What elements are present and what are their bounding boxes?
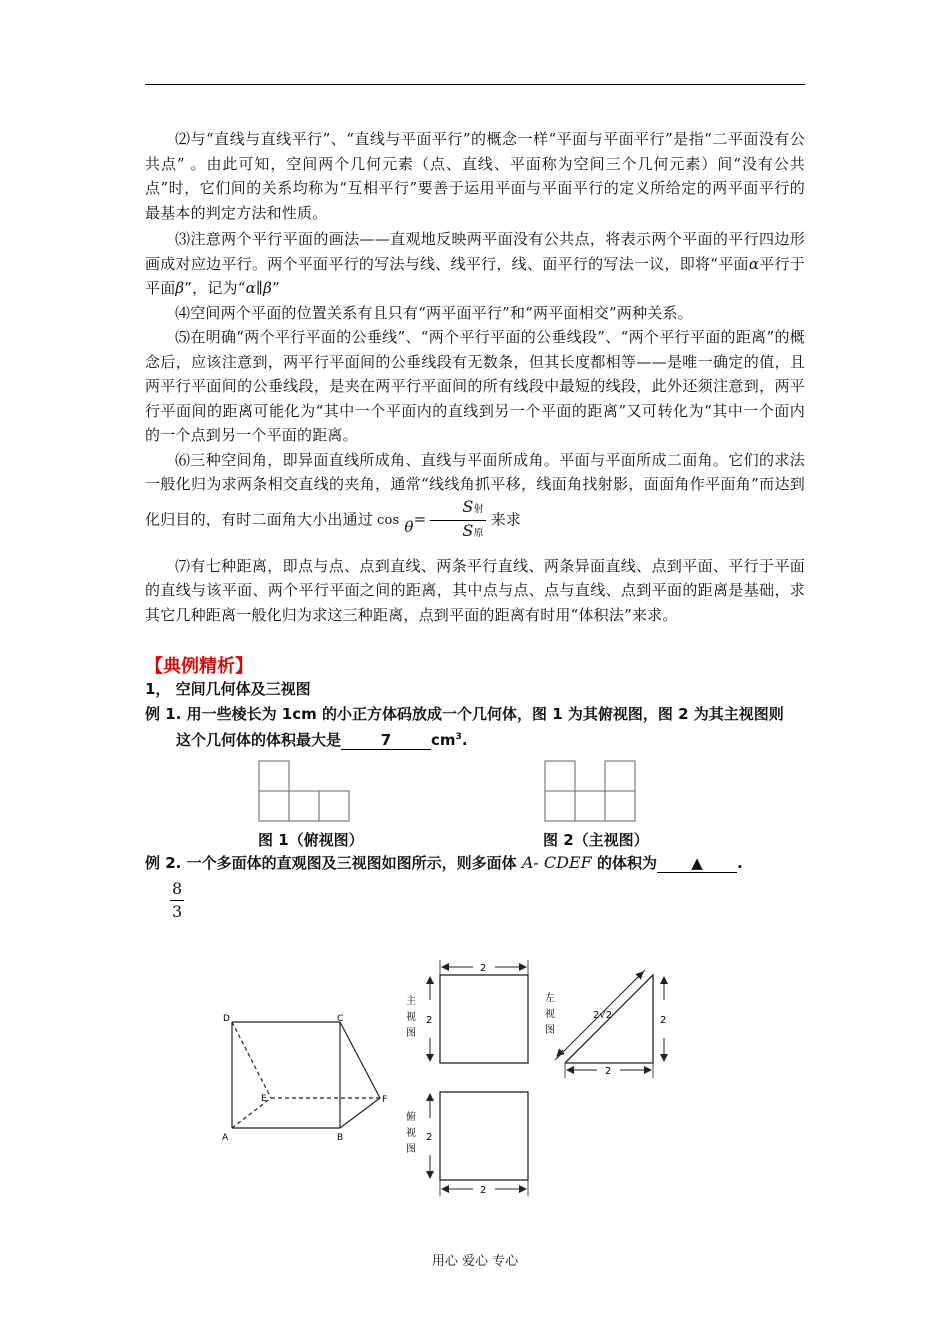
- cube-square: [259, 791, 289, 821]
- cube-square: [545, 791, 575, 821]
- paragraph-7: ⑺有七种距离，即点与点、点到直线、两条平行直线、两条异面直线、点到平面、平行于平面的直线与该平面、两个平行平面之间的距离，其中点与点、点与直线、点到平面的距离是基础，求其它几种距离一般化归为求这三种距离，点到平面的距离有时用“体积法”来求。: [145, 556, 805, 624]
- vertex-label-f: F: [382, 1095, 388, 1105]
- top-view-label-2: 视: [406, 1128, 416, 1139]
- sub-title: 1， 空间几何体及三视图: [145, 680, 311, 698]
- front-view-label-1: 主: [406, 996, 416, 1007]
- answer-fraction: 8 3: [172, 879, 183, 921]
- paragraph-5: ⑸在明确“两个平行平面的公垂线”、“两个平行平面的公垂线段”、“两个平行平面的距离”的概念后，应该注意到，两平行平面间的公垂线段有无数条，但其长度都相等——是唯一确定的值，且两平行平面间的公垂线段，是夹在两平行平面间的所有线段中最短的线段，此外还须注意到，两平行平面间的距离可能化为“其中一个平面内的直线到另一个平面的距离”又可转化为“其中一个面内的一个点到另一个平面的距离。: [145, 328, 805, 444]
- dimension-label: 2: [426, 1015, 433, 1026]
- vertex-label-d: D: [223, 1014, 230, 1024]
- vertex-label-e: E: [261, 1094, 267, 1104]
- answer-blank: ▲: [657, 854, 737, 873]
- side-view-label-2: 视: [545, 1009, 555, 1020]
- dimension-label: 2: [480, 963, 487, 974]
- header-rule: [145, 84, 805, 85]
- figure-2-front-view: [541, 758, 641, 824]
- page-footer: 用心 爱心 专心: [431, 1254, 519, 1269]
- paragraph-6: ⑹三种空间角，即异面直线所成角、直线与平面所成角。平面与平面所成二面角。它们的求法一般化归为求两条相交直线的夹角，通常“线线角抓平移，线面角找射影，面面角作平面角”而达到化归目的，有时二面角大小出通过 cos θ= $\frac{\text{S射}}{\text{S原}}$ 来求: [145, 448, 805, 544]
- diagonal-label: 2√2: [593, 1010, 613, 1021]
- vertex-label-b: B: [337, 1133, 344, 1143]
- side-view-label-3: 图: [545, 1025, 555, 1036]
- cube-square: [289, 791, 319, 821]
- paragraph-4: ⑷空间两个平面的位置关系有且只有“两平面平行”和“两平面相交”两种关系。: [175, 303, 693, 322]
- dimension-label: 2: [426, 1132, 433, 1143]
- example-1-line2: 这个几何体的体积最大是 7 $cm^3$.: [176, 731, 468, 749]
- paragraph-2: ⑵与“直线与直线平行”、“直线与平面平行”的概念一样“平面与平面平行”是指“二平面没有公共点” 。由此可知，空间两个几何元素（点、直线、平面称为空间三个几何元素）间“没有公共点”时，它们间的关系均称为“互相平行”要善于运用平面与平面平行的定义所给定的两平面平行的最基本的判定方法和性质。: [145, 130, 805, 222]
- example-1-line1: 例 1. 用一些棱长为 1cm 的小正方体码放成一个几何体，图 1 为其俯视图，图 2 为其主视图则: [145, 705, 784, 723]
- cube-square: [259, 761, 289, 791]
- dimension-label: 2: [660, 1015, 667, 1026]
- paragraph-3: ⑶注意两个平行平面的画法——直观地反映两平面没有公共点，将表示两个平面的平行四边形画成对应边平行。两个平面平行的写法与线、线平行，线、面平行的写法一议，即将“平面α平行于平面β”，记为“α∥β”: [145, 230, 805, 297]
- top-view-label-1: 俯: [406, 1112, 416, 1123]
- three-view-diagram: [200, 952, 700, 1202]
- top-view: [430, 1092, 528, 1196]
- figure-1-top-view: [255, 758, 355, 824]
- front-view: [430, 960, 528, 1063]
- front-view-label-2: 视: [406, 1012, 416, 1023]
- vertex-label-c: C: [337, 1014, 344, 1024]
- fraction: $\frac{\text{S射}}{\text{S原}}$: [430, 497, 485, 544]
- section-title: 【典例精析】: [145, 656, 253, 677]
- perspective-view: [232, 1022, 380, 1128]
- body-text: [145, 127, 805, 627]
- cube-square: [605, 761, 635, 791]
- side-view: [555, 970, 667, 1078]
- cube-square: [319, 791, 349, 821]
- example-2: 例 2. 一个多面体的直观图及三视图如图所示，则多面体 A- CDEF 的体积为 ▲ .: [145, 853, 743, 872]
- dimension-label: 2: [480, 1185, 487, 1196]
- answer-blank: 7: [341, 731, 431, 750]
- cube-square: [545, 761, 575, 791]
- figure-1-caption: 图 1（俯视图）: [258, 831, 364, 849]
- side-view-label-1: 左: [545, 993, 555, 1004]
- cube-square: [575, 791, 605, 821]
- cube-square: [605, 791, 635, 821]
- vertex-label-a: A: [222, 1133, 229, 1143]
- formula: cos θ= $\frac{\text{S射}}{\text{S原}}$: [377, 510, 486, 528]
- front-view-label-3: 图: [406, 1028, 416, 1039]
- dimension-label: 2: [605, 1066, 612, 1077]
- figure-2-caption: 图 2（主视图）: [543, 831, 649, 849]
- top-view-label-3: 图: [406, 1144, 416, 1155]
